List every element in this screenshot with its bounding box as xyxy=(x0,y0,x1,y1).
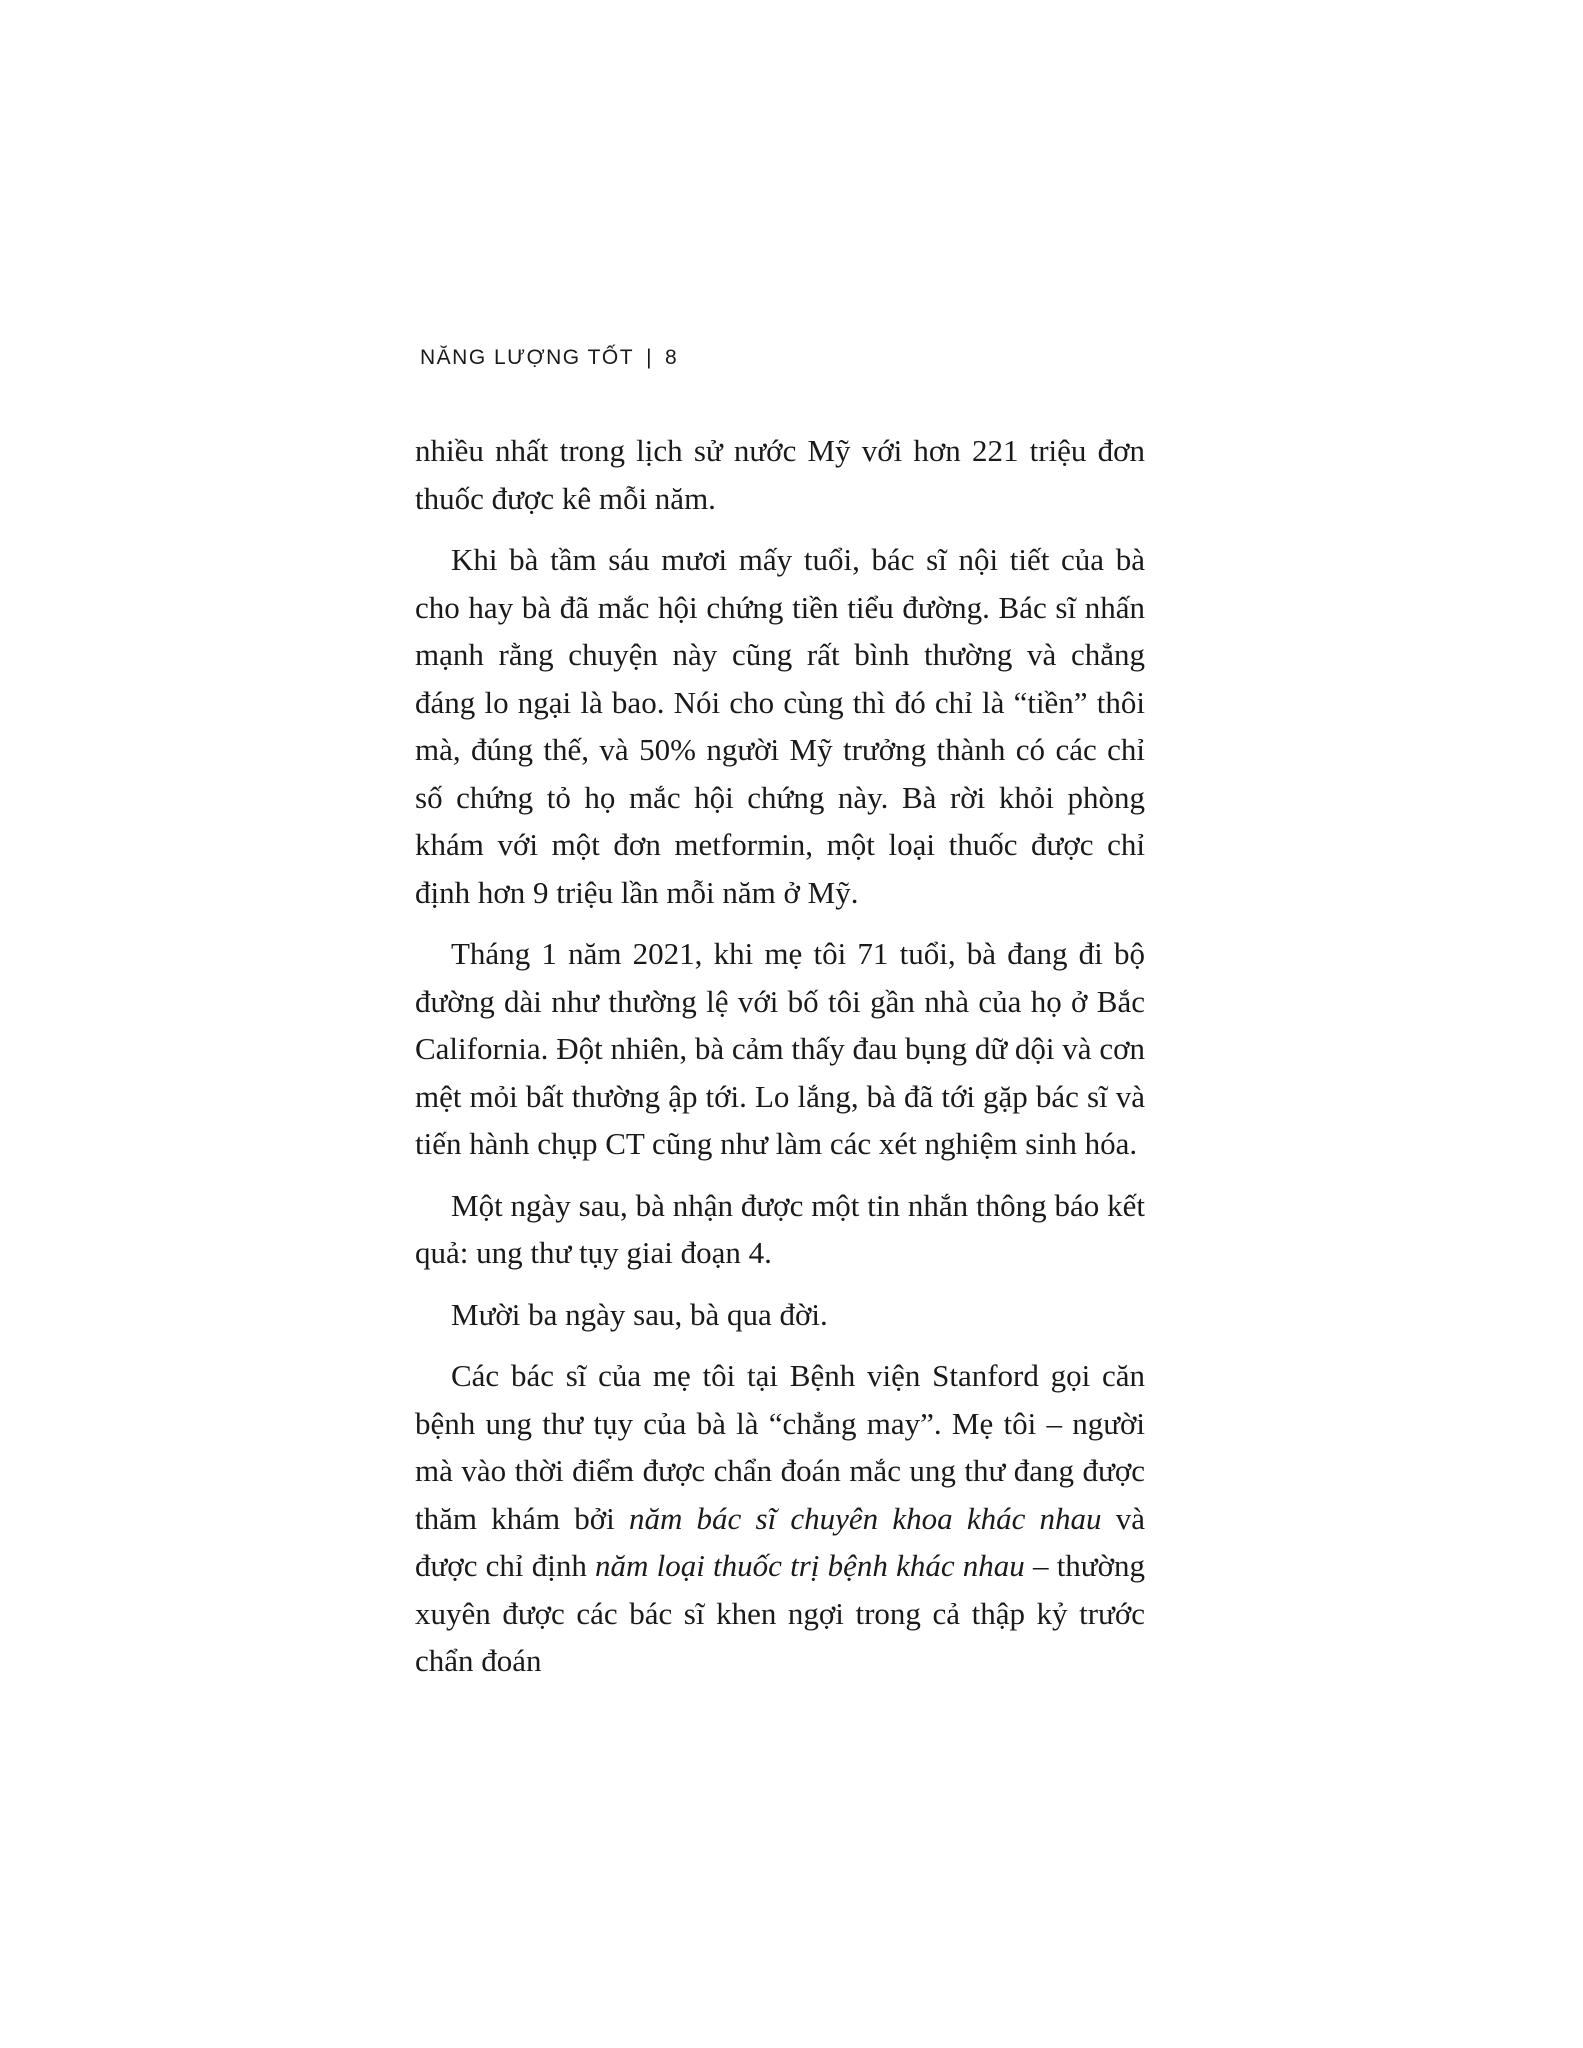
page-number: 8 xyxy=(665,346,679,369)
paragraph-2: Khi bà tầm sáu mươi mấy tuổi, bác sĩ nội tiết của bà cho hay bà đã mắc hội chứng tiền tiểu đường. Bác sĩ nhấn mạnh rằng chuyện này cũng rất bình thường và chẳng đáng lo ngại là bao. Nói cho cùng thì đó chỉ là “tiền” thôi mà, đúng thế, và 50% người Mỹ trưởng thành có các chỉ số chứng tỏ họ mắc hội chứng này. Bà rời khỏi phòng khám với một đơn metformin, một loại thuốc được chỉ định hơn 9 triệu lần mỗi năm ở Mỹ. xyxy=(415,542,1145,910)
italic-phrase-medications: năm loại thuốc trị bệnh khác nhau xyxy=(595,1548,1025,1583)
paragraph-6-part-3: – thường xuyên được các bác sĩ khen ngợi trong cả thập kỷ trước chẩn đoán xyxy=(415,1548,1145,1678)
italic-phrase-specialists: năm bác sĩ chuyên khoa khác nhau xyxy=(628,1500,1102,1536)
book-title: NĂNG LƯỢNG TỐT xyxy=(420,346,635,369)
paragraph-6-part-1: Các bác sĩ của mẹ tôi tại Bệnh viện Stanford gọi căn bệnh ung thư tụy của bà là “chẳng may”. Mẹ tôi – người mà vào thời điểm được chẩn đoán mắc ung thư đang được thăm khám bởi xyxy=(415,1358,1145,1536)
paragraph-4: Một ngày sau, bà nhận được một tin nhắn thông báo kết quả: ung thư tụy giai đoạn 4. xyxy=(415,1187,1145,1270)
header-separator: | xyxy=(646,346,654,369)
paragraph-6-part-2: và được chỉ định xyxy=(415,1500,1145,1583)
paragraph-5: Mười ba ngày sau, bà qua đời. xyxy=(451,1296,828,1332)
body-text xyxy=(415,427,1145,1699)
paragraph-1: nhiều nhất trong lịch sử nước Mỹ với hơn 221 triệu đơn thuốc được kê mỗi năm. xyxy=(415,433,1145,516)
paragraph-6 xyxy=(415,1352,1145,1685)
paragraph-3: Tháng 1 năm 2021, khi mẹ tôi 71 tuổi, bà đang đi bộ đường dài như thường lệ với bố tôi gần nhà của họ ở Bắc California. Đột nhiên, bà cảm thấy đau bụng dữ dội và cơn mệt mỏi bất thường ập tới. Lo lắng, bà đã tới gặp bác sĩ và tiến hành chụp CT cũng như làm các xét nghiệm sinh hóa. xyxy=(415,936,1145,1161)
running-header xyxy=(420,346,678,370)
